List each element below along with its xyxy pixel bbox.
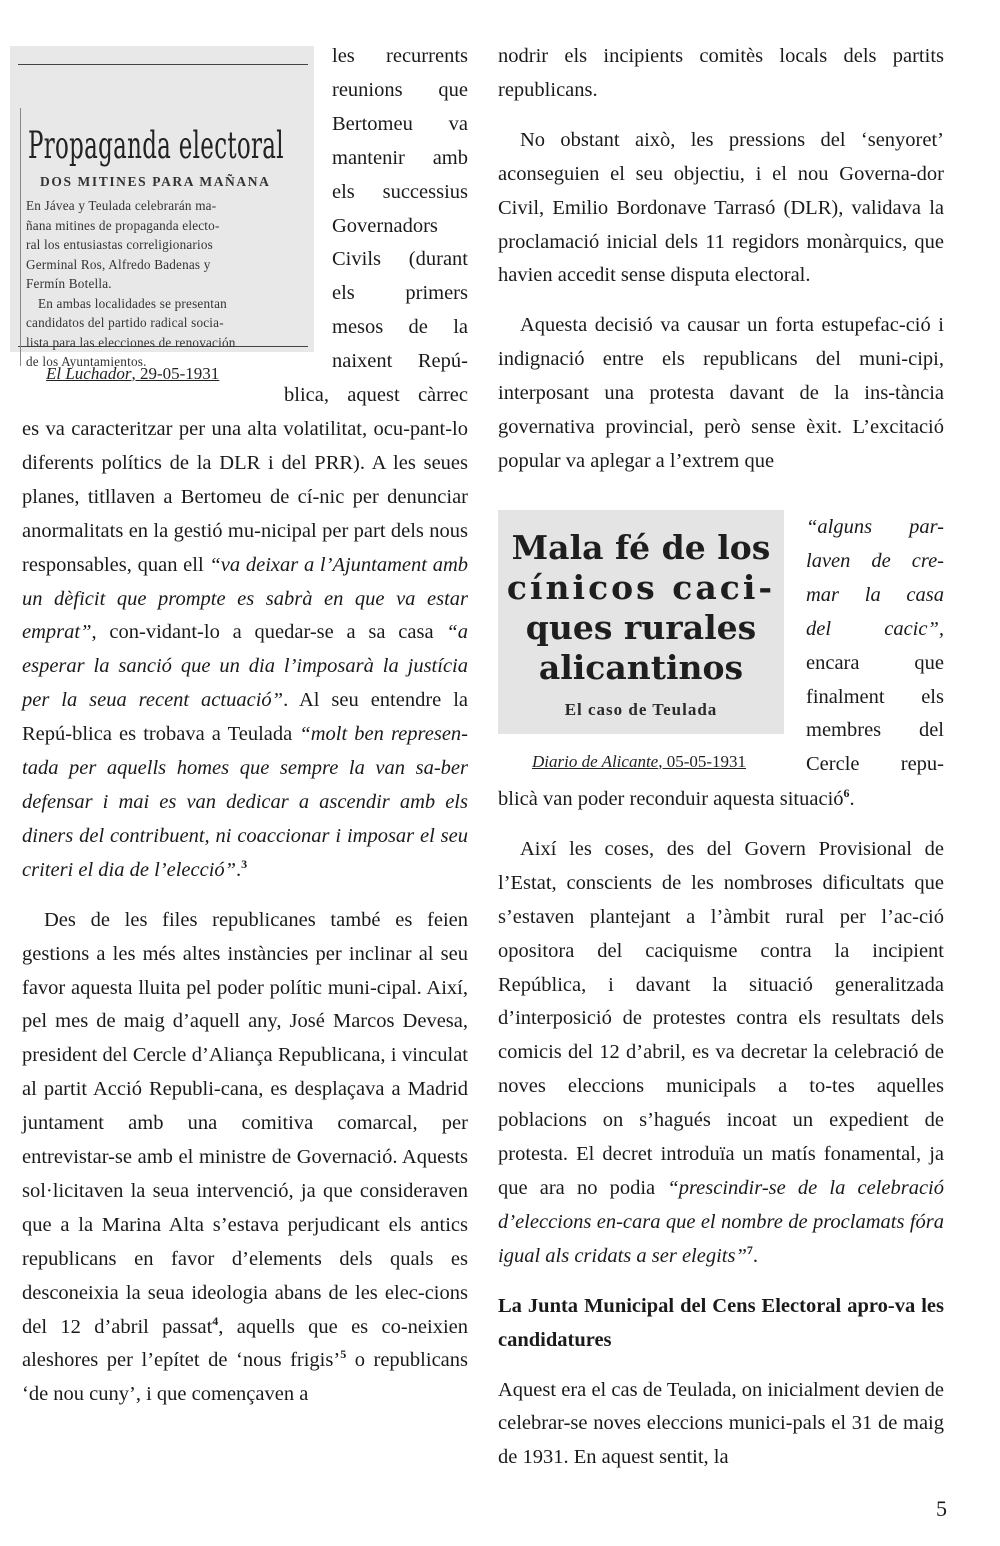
paragraph-text: Així les coses, des del Govern Provisional de l’Estat, conscients de les nombroses dificultats que s’estaven plantejant a l’àmbit rural per l’ac-ció opositora del caciquisme contra la incipient República, i davant la situació generalitzada d’interposició de protestes contra els resultats dels comicis del 12 d’abril, es va decretar la celebració de noves eleccions municipals a to-tes aquelles poblacions on s’hagués incoat un expedient de protesta. El decret introduïa un matís fonamental, ja que ara no podia xyxy=(498,837,944,1199)
clipping-body xyxy=(26,196,314,372)
section-heading: La Junta Municipal del Cens Electoral apro-va les candidatures xyxy=(498,1294,944,1351)
text-line: finalment els xyxy=(806,685,944,708)
text-line: “alguns par- xyxy=(806,516,944,538)
footnote-marker: 6 xyxy=(843,786,850,800)
clipping-caption xyxy=(46,364,219,384)
text-line: Cercle repu- xyxy=(806,753,944,776)
text-line: Bertomeu va xyxy=(332,112,468,135)
newspaper-clipping-diario-de-alicante xyxy=(498,510,784,734)
right-wrap-text xyxy=(806,511,944,782)
clipping-subhead: DOS MITINES PARA MAÑANA xyxy=(40,174,271,189)
clipping-line: ñana mitines de propaganda electo- xyxy=(26,217,220,233)
clipping-line: lista para las elecciones de renovación xyxy=(26,334,236,350)
page-number: 5 xyxy=(936,1496,947,1521)
footnote-marker: 5 xyxy=(340,1347,347,1362)
paragraph xyxy=(22,413,468,888)
clipping-line: de los Ayuntamientos. xyxy=(26,354,147,369)
text-line: reunions que xyxy=(332,78,468,101)
text-line: mantenir amb xyxy=(332,146,468,169)
right-column-lower xyxy=(498,783,944,1475)
text-line: mar la casa xyxy=(806,583,944,606)
text-line: laven de cre- xyxy=(806,549,944,572)
paragraph-text: , con-vidant-lo a quedar-se a sa casa xyxy=(91,621,447,644)
caption-date: , 05-05-1931 xyxy=(658,752,747,771)
text-line: encara que xyxy=(806,651,944,674)
clipping-headline-line: ques rurales xyxy=(525,608,757,647)
text-line: mesos de la xyxy=(332,316,468,339)
clipping-headline-line: Mala fé de los xyxy=(511,528,771,567)
text-line: naixent Repú- xyxy=(332,350,468,373)
paragraph-text: , aquells que es co-neixien aleshores per l’epítet de ‘nous frigis’ xyxy=(22,1315,468,1372)
text-line: els successius xyxy=(332,180,468,203)
quote: “va deixar a l’Ajuntament amb un dèficit que prompte es sabrà en que va estar emprat” xyxy=(22,553,468,644)
footnote-marker: 7 xyxy=(746,1242,753,1257)
clipping-caption xyxy=(532,752,746,772)
clipping-border xyxy=(20,108,21,366)
paragraph: nodrir els incipients comitès locals dels partits republicans. xyxy=(498,45,944,101)
clipping-line: Germinal Ros, Alfredo Badenas y xyxy=(26,256,211,272)
footnote-marker: 3 xyxy=(241,856,248,871)
clipping-line: En ambas localidades se presentan xyxy=(38,295,227,311)
right-column xyxy=(498,40,944,479)
paragraph-text: o republicans ‘de nou cuny’, i que començaven a xyxy=(22,1349,468,1406)
paragraph: Així les coses, des del Govern Provisional de l’Estat, conscients de les nombroses dificultats que s’estaven plantejant a l’àmbit rural per l’ac-ció opositora del caciquisme contra la incipient República, i davant la situació generalitzada d’interposició de protestes contra els resultats dels comicis del 12 d’abril, es va decretar la celebració de noves eleccions municipals a to-tes aquelles poblacions on s’hagués incoat un expedient de protesta. El decret introduïa un matís fonamental, ja que ara no podia “prescindir-se de la celebració d’eleccions en-cara que el nombre de proclamats fóra igual als cridats a ser elegits”$^7$. xyxy=(498,837,945,1267)
clipping-line: Fermín Botella. xyxy=(26,276,112,291)
clipping-line: En Jávea y Teulada celebrarán ma- xyxy=(26,198,217,213)
text-line: blica, aquest càrrec xyxy=(284,384,468,406)
quote: “prescindir-se de la celebració d’eleccions en-cara que el nombre de proclamats fóra igual als cridats a ser elegits” xyxy=(498,1176,945,1267)
clipping-headline: Propaganda electoral xyxy=(28,124,284,167)
paragraph-text: Des de les files republicanes també es feien gestions a les més altes instàncies per inclinar al seu favor aquesta lluita pel poder polític muni-cipal. Així, pel mes de maig d’aquell any, José Marcos Devesa, president del Cercle d’Aliança Republicana, i vinculat al partit Acció Republi-cana, es desplaçava a Madrid juntament amb una comitiva comarcal, per entrevistar-se amb el ministre de Governació. Aquests sol·licitaven la seua intervenció, ja que consideraven que a la Marina Alta s’estava perjudicant els antics republicans en favor d’elements dels quals es desconeixia la seua ideologia abans de les elec-cions del 12 d’abril passat xyxy=(22,908,468,1338)
text-line: Civils (durant xyxy=(332,248,468,271)
quote: “molt ben represen-tada per aquells homes que sempre la van sa-ber defensar i mai es van dedicar a ascendir amb els diners del contribuent, ni coaccionar i imposar el seu criteri el dia de l’elecció” xyxy=(22,723,468,881)
paragraph: No obstant això, les pressions del ‘senyoret’ aconseguien el seu objectiu, i el nou Governa-dor Civil, Emilio Bordonave Tarrasó (DLR), validava la proclamació inicial dels 11 regidors monàrquics, que havien accedit sense disputa electoral. xyxy=(498,128,944,287)
clipping-line: candidatos del partido radical socia- xyxy=(26,315,224,330)
text-line: membres del xyxy=(806,719,944,742)
paragraph-text: blicà van poder reconduir aquesta situació xyxy=(498,788,844,810)
quote: “a esperar la sanció que un dia l’imposarà la justícia per la seua recent actuació” xyxy=(22,621,468,712)
text-line: els primers xyxy=(332,282,468,305)
footnote-marker: 4 xyxy=(212,1313,219,1328)
paragraph-text: . Al seu entendre la Repú-blica es trobava a Teulada xyxy=(22,689,468,746)
text-line: les recurrents xyxy=(332,45,468,67)
clipping-headline-line: cínicos caci- xyxy=(506,568,776,607)
paragraph: blicà van poder reconduir aquesta situació$^6$. xyxy=(498,786,855,810)
paragraph xyxy=(22,904,468,1413)
paragraph: Aquest era el cas de Teulada, on inicialment devien de celebrar-se noves eleccions munici-pals el 31 de maig de 1931. En aquest sentit, la xyxy=(498,1378,944,1469)
paragraph-text: . xyxy=(236,858,242,881)
left-column xyxy=(22,413,468,1412)
paragraph: Aquesta decisió va causar un forta estupefac-ció i indignació entre els republicans del muni-cipi, interposant una protesta davant de la ins-tància governativa provincial, però sense èxit. L’excitació popular va aplegar a l’extrem que xyxy=(498,314,944,472)
caption-source: El Luchador xyxy=(46,364,132,383)
clipping-rule xyxy=(18,64,308,65)
caption-date: , 29-05-1931 xyxy=(131,364,220,383)
text-line: del cacic”, xyxy=(806,617,944,640)
caption-source: Diario de Alicante xyxy=(532,752,659,771)
newspaper-clipping-el-luchador xyxy=(10,46,314,369)
left-wrap-last xyxy=(284,379,468,413)
clipping-subhead: El caso de Teulada xyxy=(564,700,718,719)
left-wrap-text xyxy=(332,40,468,379)
clipping-headline-line: alicantinos xyxy=(538,648,744,687)
paragraph-text: es va caracteritzar per una alta volatilitat, ocu-pant-lo diferents polítics de la DLR i del PRR). A les seues planes, titllaven a Bertomeu de cí-nic per denunciar anormalitats en la gestió mu-nicipal per part dels nous responsables, quan ell xyxy=(22,418,468,576)
clipping-line: ral los entusiastas correligionarios xyxy=(26,237,214,252)
text-line: Governadors xyxy=(332,214,438,237)
